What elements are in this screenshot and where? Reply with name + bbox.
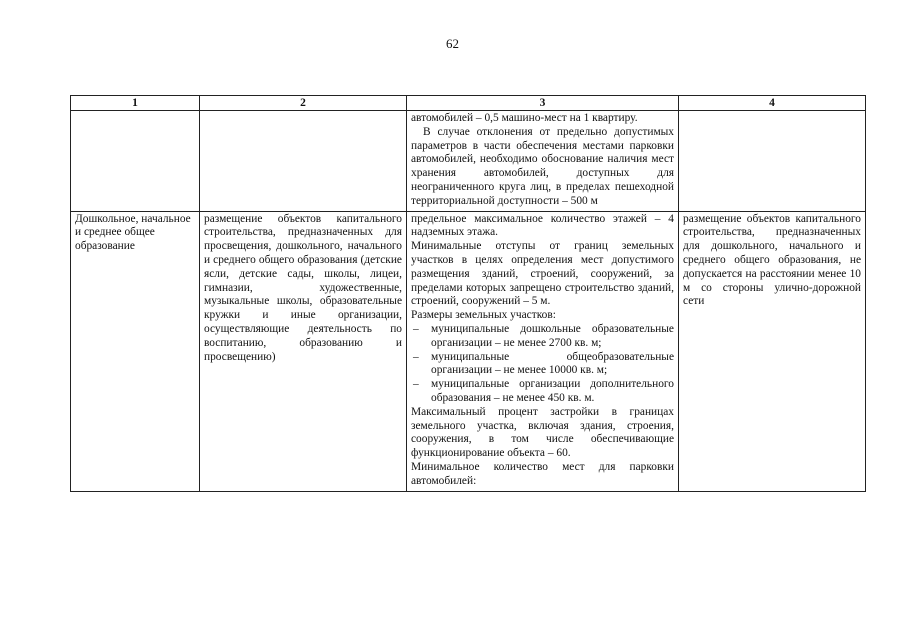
row1-col3 [407,111,679,212]
page-number: 62 [446,36,459,51]
regulations-table [70,95,866,492]
row2-col2: размещение объектов капитального строительства, предназначенных для просвещения, дошкольного, начального и среднего общего образования (детские ясли, детские сады, школы, лицеи, гимназии, художественные, музыкальные школы, образовательные кружки и иные организации, осуществляющие деятельность по воспитанию, образованию и просвещению) [200,211,407,491]
list-item [411,323,674,351]
row1-col3-text-1: автомобилей – 0,5 машино-мест на 1 квартиру. [411,112,638,124]
header-col-3: 3 [407,96,679,111]
land-size-list [411,323,674,406]
row2-col3 [407,211,679,491]
row1-col1 [71,111,200,212]
header-col-4: 4 [679,96,866,111]
row2-col3-text-2: Минимальные отступы от границ земельных участков в целях определения мест допустимого размещения зданий, строений, сооружений, за пределами которых запрещено строительство зданий, строений, сооружений – 5 м. [411,240,674,308]
table-header-row [71,96,866,111]
list-item [411,378,674,406]
row1-col2 [200,111,407,212]
row2-col1: Дошкольное, начальное и среднее общее образование [71,211,200,491]
row1-col3-text-2: В случае отклонения от предельно допустимых параметров в части обеспечения местами парковки автомобилей, необходимо обоснование наличия мест хранения автомобилей, доступных для неограниченного круга лиц, в пределах пешеходной территориальной доступности – 500 м [411,125,674,207]
row1-col4 [679,111,866,212]
header-col-2: 2 [200,96,407,111]
list-item-text: муниципальные организации дополнительного образования – не менее 450 кв. м. [431,378,674,404]
list-item-text: муниципальные общеобразовательные организации – не менее 10000 кв. м; [431,350,674,377]
dash-bullet-icon: – [413,322,419,335]
header-col-1: 1 [71,96,200,111]
row2-col3-text-5: Минимальное количество мест для парковки автомобилей: [411,460,674,487]
row2-col3-text-1: предельное максимальное количество этажей – 4 надземных этажа. [411,212,674,239]
dash-bullet-icon: – [413,378,419,391]
list-item [411,351,674,379]
table-row [71,211,866,491]
row2-col4: размещение объектов капитального строительства, предназначенных для дошкольного, начального и среднего общего образования, не допускается на расстоянии менее 10 м со стороны улично-дорожной сети [679,211,866,491]
row2-col3-text-3: Размеры земельных участков: [411,309,556,322]
table-row [71,111,866,212]
dash-bullet-icon: – [413,350,419,363]
row2-col3-text-4: Максимальный процент застройки в границах земельного участка, включая здания, строения, сооружения, в том числе обеспечивающие функционирование объекта – 60. [411,405,674,460]
list-item-text: муниципальные дошкольные образовательные организации – не менее 2700 кв. м; [431,322,674,349]
